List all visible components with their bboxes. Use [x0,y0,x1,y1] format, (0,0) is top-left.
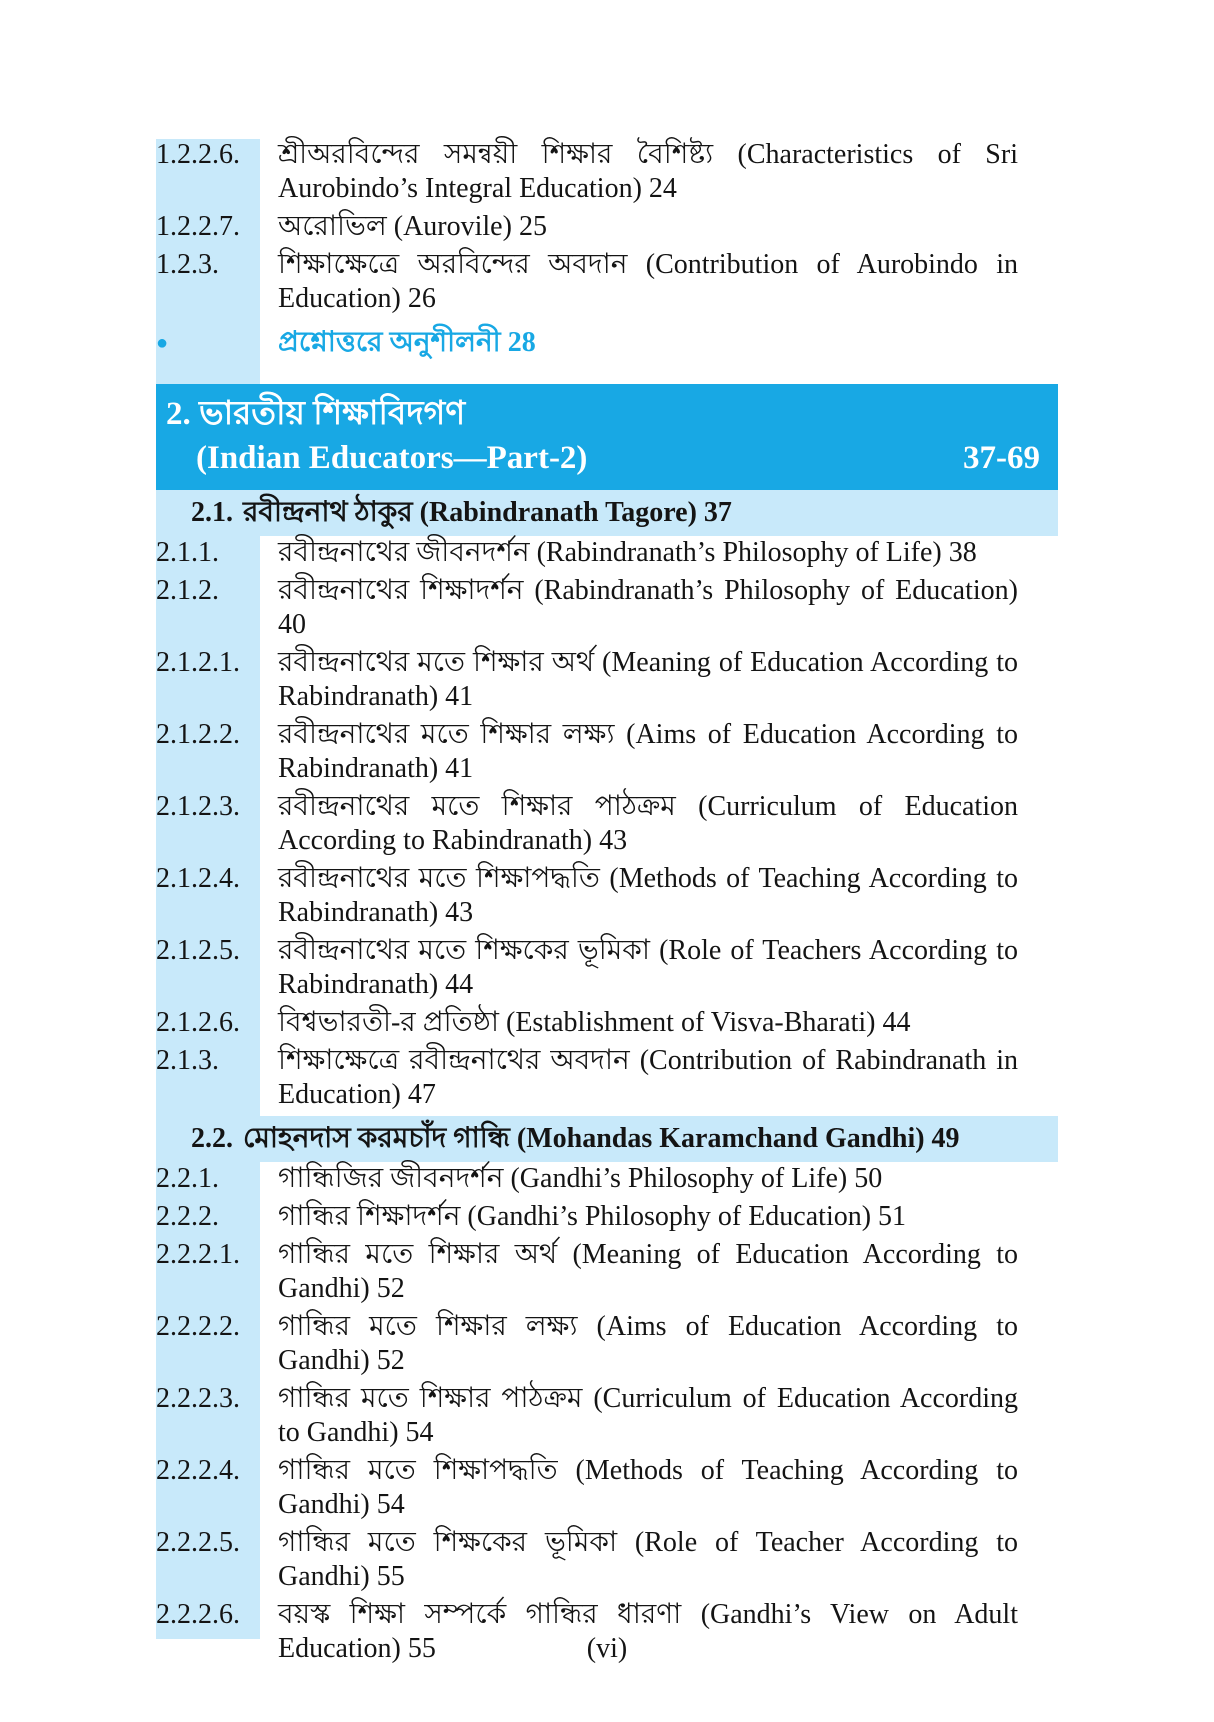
entry-text: বয়স্ক শিক্ষা সম্পর্কে গান্ধির ধারণা (Gandhi’s View on Adult Education) 55 [278,1599,1018,1664]
chapter-title-bengali [166,394,1040,434]
toc-entry [156,248,1018,316]
entry-number: 2.2.1. [156,1163,219,1194]
toc-entry [156,862,1018,930]
entry-number: 2.1.2.4. [156,863,240,894]
entry-text: রবীন্দ্রনাথের শিক্ষাদর্শন (Rabindranath’s Philosophy of Education) 40 [278,575,1018,640]
entry-text: রবীন্দ্রনাথের মতে শিক্ষার অর্থ (Meaning of Education According to Rabindranath) 41 [278,647,1018,712]
chapter-title-bn-text: ভারতীয় শিক্ষাবিদগণ [199,396,466,432]
entry-number: 2.2.2.4. [156,1455,240,1486]
entry-text: অরোভিল (Aurovile) 25 [278,211,547,242]
chapter-page-range: 37-69 [963,440,1040,476]
bullet-icon: ● [156,332,169,354]
toc-entry [156,536,1018,570]
chapter-title-english-row [166,438,1040,478]
entry-number: 2.2.2.2. [156,1311,240,1342]
entry-number: 2.1.2. [156,575,219,606]
toc-entry [156,934,1018,1002]
toc-entry [156,574,1018,642]
entry-number: 2.2.2.1. [156,1239,240,1270]
entry-text: শিক্ষাক্ষেত্রে রবীন্দ্রনাথের অবদান (Contribution of Rabindranath in Education) 47 [278,1045,1018,1110]
entry-number: 1.2.2.6. [156,139,240,170]
entry-number: 2.1.2.5. [156,935,240,966]
entry-text: গান্ধির মতে শিক্ষার অর্থ (Meaning of Education According to Gandhi) 52 [278,1239,1018,1304]
entry-number: 2.1.3. [156,1045,219,1076]
entry-number: 1.2.2.7. [156,211,240,242]
entry-text: গান্ধির মতে শিক্ষার পাঠক্রম (Curriculum of Education According to Gandhi) 54 [278,1383,1018,1448]
entry-text: গান্ধির মতে শিক্ষাপদ্ধতি (Methods of Teaching According to Gandhi) 54 [278,1455,1018,1520]
toc-entry [156,1200,1018,1234]
toc-entry [156,646,1018,714]
entry-text: গান্ধির মতে শিক্ষকের ভূমিকা (Role of Teacher According to Gandhi) 55 [278,1527,1018,1592]
toc-entry [156,1162,1018,1196]
section-row-2-1 [156,490,1058,536]
entry-text: গান্ধির মতে শিক্ষার লক্ষ্য (Aims of Education According to Gandhi) 52 [278,1311,1018,1376]
section-2-2-entries [0,1162,1214,1666]
toc-entry [156,1382,1018,1450]
toc-entry [156,1454,1018,1522]
toc-entry [156,138,1018,206]
toc-entry [156,718,1018,786]
entry-number: 2.2.2.5. [156,1527,240,1558]
section-2-1-entries [0,536,1214,1112]
entry-number: 2.1.2.3. [156,791,240,822]
toc-entry [156,1006,1018,1040]
chapter-header [156,384,1058,490]
entry-text: রবীন্দ্রনাথের মতে শিক্ষার পাঠক্রম (Curriculum of Education According to Rabindranath) 43 [278,791,1018,856]
entry-number: 2.2.2. [156,1201,219,1232]
entry-text: রবীন্দ্রনাথের মতে শিক্ষাপদ্ধতি (Methods of Teaching According to Rabindranath) 43 [278,863,1018,928]
section-row-2-2 [156,1116,1058,1162]
toc-entry [156,210,1018,244]
toc-entry [156,790,1018,858]
chapter-number: 2. [166,396,191,432]
entry-text: বিশ্বভারতী-র প্রতিষ্ঠা (Establishment of Visva-Bharati) 44 [278,1007,911,1038]
exercise-bullet-text: প্রশ্নোত্তরে অনুশীলনী 28 [278,327,536,358]
entry-number: 2.1.1. [156,537,219,568]
toc-entry [156,1044,1018,1112]
entry-text: গান্ধিজির জীবনদর্শন (Gandhi’s Philosophy of Life) 50 [278,1163,883,1194]
section-title: রবীন্দ্রনাথ ঠাকুর (Rabindranath Tagore) 37 [243,497,732,528]
entry-number: 2.1.2.6. [156,1007,240,1038]
entry-text: রবীন্দ্রনাথের মতে শিক্ষকের ভূমিকা (Role of Teachers According to Rabindranath) 44 [278,935,1018,1000]
chapter-title-en-text: (Indian Educators—Part-2) [196,440,588,476]
toc-entry [156,1238,1018,1306]
entry-text: রবীন্দ্রনাথের জীবনদর্শন (Rabindranath’s Philosophy of Life) 38 [278,537,977,568]
toc-entry [156,1526,1018,1594]
entry-number: 2.2.2.3. [156,1383,240,1414]
entry-text: শ্রীঅরবিন্দের সমন্বয়ী শিক্ষার বৈশিষ্ট্য (Characteristics of Sri Aurobindo’s Integral Education) 24 [278,139,1018,204]
exercise-bullet-line [156,326,1018,360]
section-title: মোহনদাস করমচাঁদ গান্ধি (Mohandas Karamchand Gandhi) 49 [243,1123,960,1154]
entry-number: 2.1.2.1. [156,647,240,678]
entry-text: শিক্ষাক্ষেত্রে অরবিন্দের অবদান (Contribution of Aurobindo in Education) 26 [278,249,1018,314]
section-number: 2.2. [191,1123,233,1154]
entry-text: গান্ধির শিক্ষাদর্শন (Gandhi’s Philosophy of Education) 51 [278,1201,907,1232]
section-number: 2.1. [191,497,233,528]
chapter1-tail-entries [0,138,1214,316]
entry-number: 2.2.2.6. [156,1599,240,1630]
page-number: (vi) [586,1633,628,1664]
entry-text: রবীন্দ্রনাথের মতে শিক্ষার লক্ষ্য (Aims of Education According to Rabindranath) 41 [278,719,1018,784]
entry-number: 1.2.3. [156,249,219,280]
toc-entry [156,1310,1018,1378]
entry-number: 2.1.2.2. [156,719,240,750]
